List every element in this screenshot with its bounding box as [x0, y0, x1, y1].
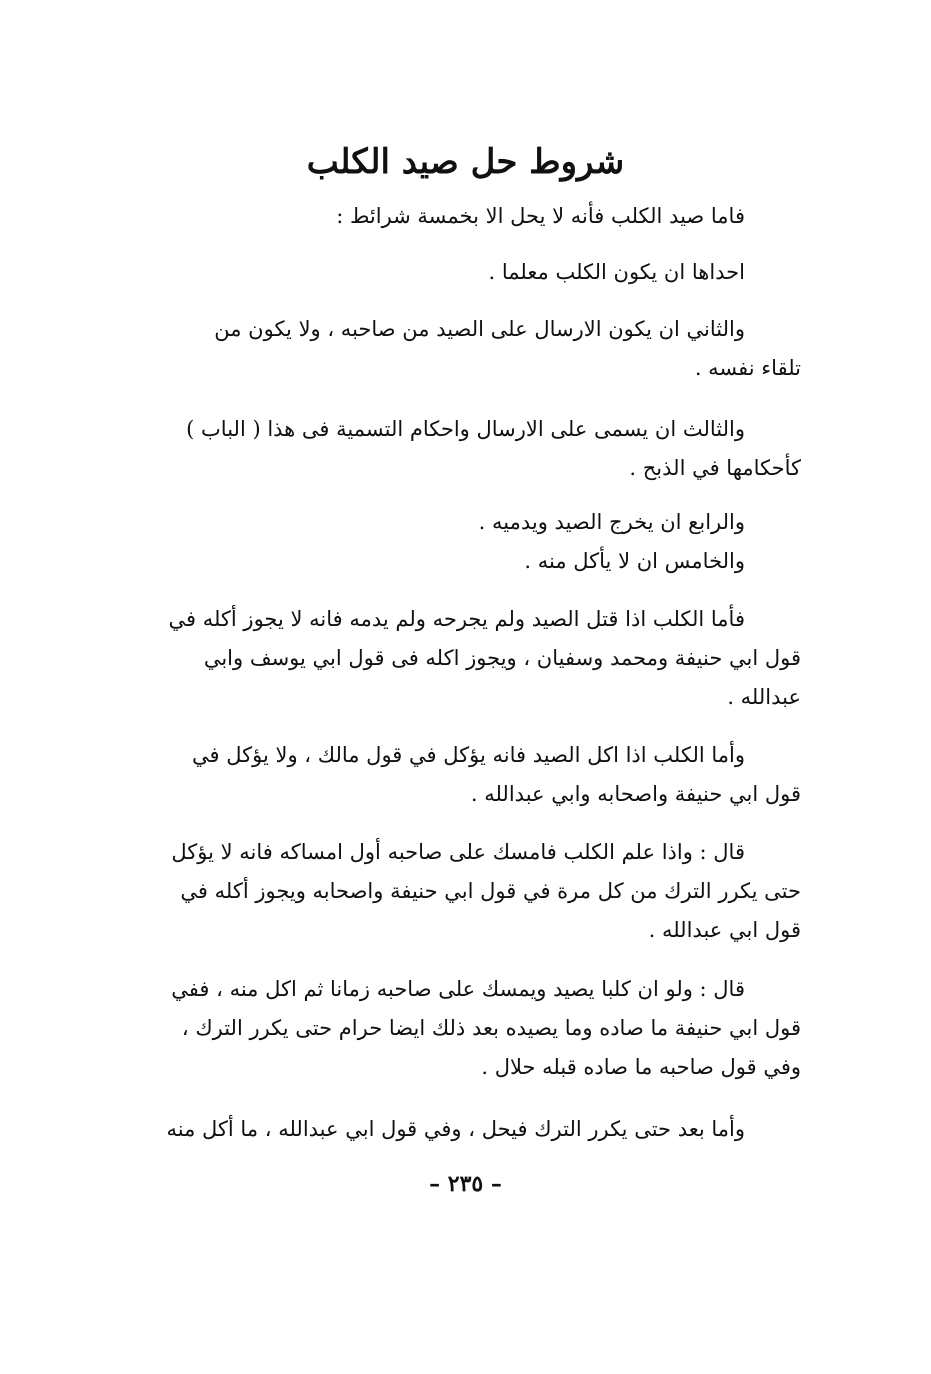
paragraph-dog-ate-game [161, 736, 801, 814]
paragraph-line: تلقاء نفسه . [694, 356, 801, 380]
paragraph-line: عبدالله . [727, 685, 801, 709]
paragraph-line: والثالث ان يسمى على الارسال واحكام التسمية فى هذا ( الباب ) [186, 417, 745, 441]
paragraph-conditions-intro [161, 197, 801, 236]
paragraph-line: وأما بعد حتى يكرر الترك فيحل ، وفي قول ابي عبدالله ، ما أكل منه [166, 1117, 745, 1141]
paragraph-first-catch [161, 833, 801, 950]
paragraph-condition-second [161, 310, 801, 388]
paragraph-line: كأحكامها في الذبح . [629, 456, 801, 480]
paragraph-continuation [161, 1110, 801, 1149]
paragraph-line: والثاني ان يكون الارسال على الصيد من صاحبه ، ولا يكون من [214, 317, 745, 341]
paragraph-line: فاما صيد الكلب فأنه لا يحل الا بخمسة شرائط : [336, 204, 745, 228]
paragraph-line: قال : واذا علم الكلب فامسك على صاحبه أول امساكه فانه لا يؤكل [171, 840, 745, 864]
page-title: شروط حل صيد الكلب [306, 142, 625, 182]
paragraph-condition-first [161, 253, 801, 292]
paragraph-line: وفي قول صاحبه ما صاده قبله حلال . [481, 1055, 801, 1079]
paragraph-killed-without-wound [161, 600, 801, 717]
paragraph-line: قول ابي حنيفة واصحابه وابي عبدالله . [470, 782, 801, 806]
paragraph-line: حتى يكرر الترك من كل مرة في قول ابي حنيفة واصحابه ويجوز أكله في [180, 879, 801, 903]
paragraph-later-eating [161, 970, 801, 1087]
paragraph-conditions-fourth-fifth [161, 503, 801, 581]
paragraph-line: والخامس ان لا يأكل منه . [524, 549, 745, 573]
paragraph-line: والرابع ان يخرج الصيد ويدميه . [478, 510, 745, 534]
paragraph-line: قال : ولو ان كلبا يصيد ويمسك على صاحبه زمانا ثم اكل منه ، ففي [171, 977, 745, 1001]
paragraph-line: وأما الكلب اذا اكل الصيد فانه يؤكل في قول مالك ، ولا يؤكل في [192, 743, 745, 767]
paragraph-line: قول ابي عبدالله . [648, 918, 801, 942]
paragraph-condition-third [161, 410, 801, 488]
paragraph-line: قول ابي حنيفة ومحمد وسفيان ، ويجوز اكله فى قول ابي يوسف وابي [203, 646, 801, 670]
paragraph-line: احداها ان يكون الكلب معلما . [488, 260, 745, 284]
page-number: – ٢٣٥ – [429, 1171, 502, 1197]
paragraph-line: فأما الكلب اذا قتل الصيد ولم يجرحه ولم يدمه فانه لا يجوز أكله في [168, 607, 745, 631]
paragraph-line: قول ابي حنيفة ما صاده وما يصيده بعد ذلك ايضا حرام حتى يكرر الترك ، [181, 1016, 801, 1040]
